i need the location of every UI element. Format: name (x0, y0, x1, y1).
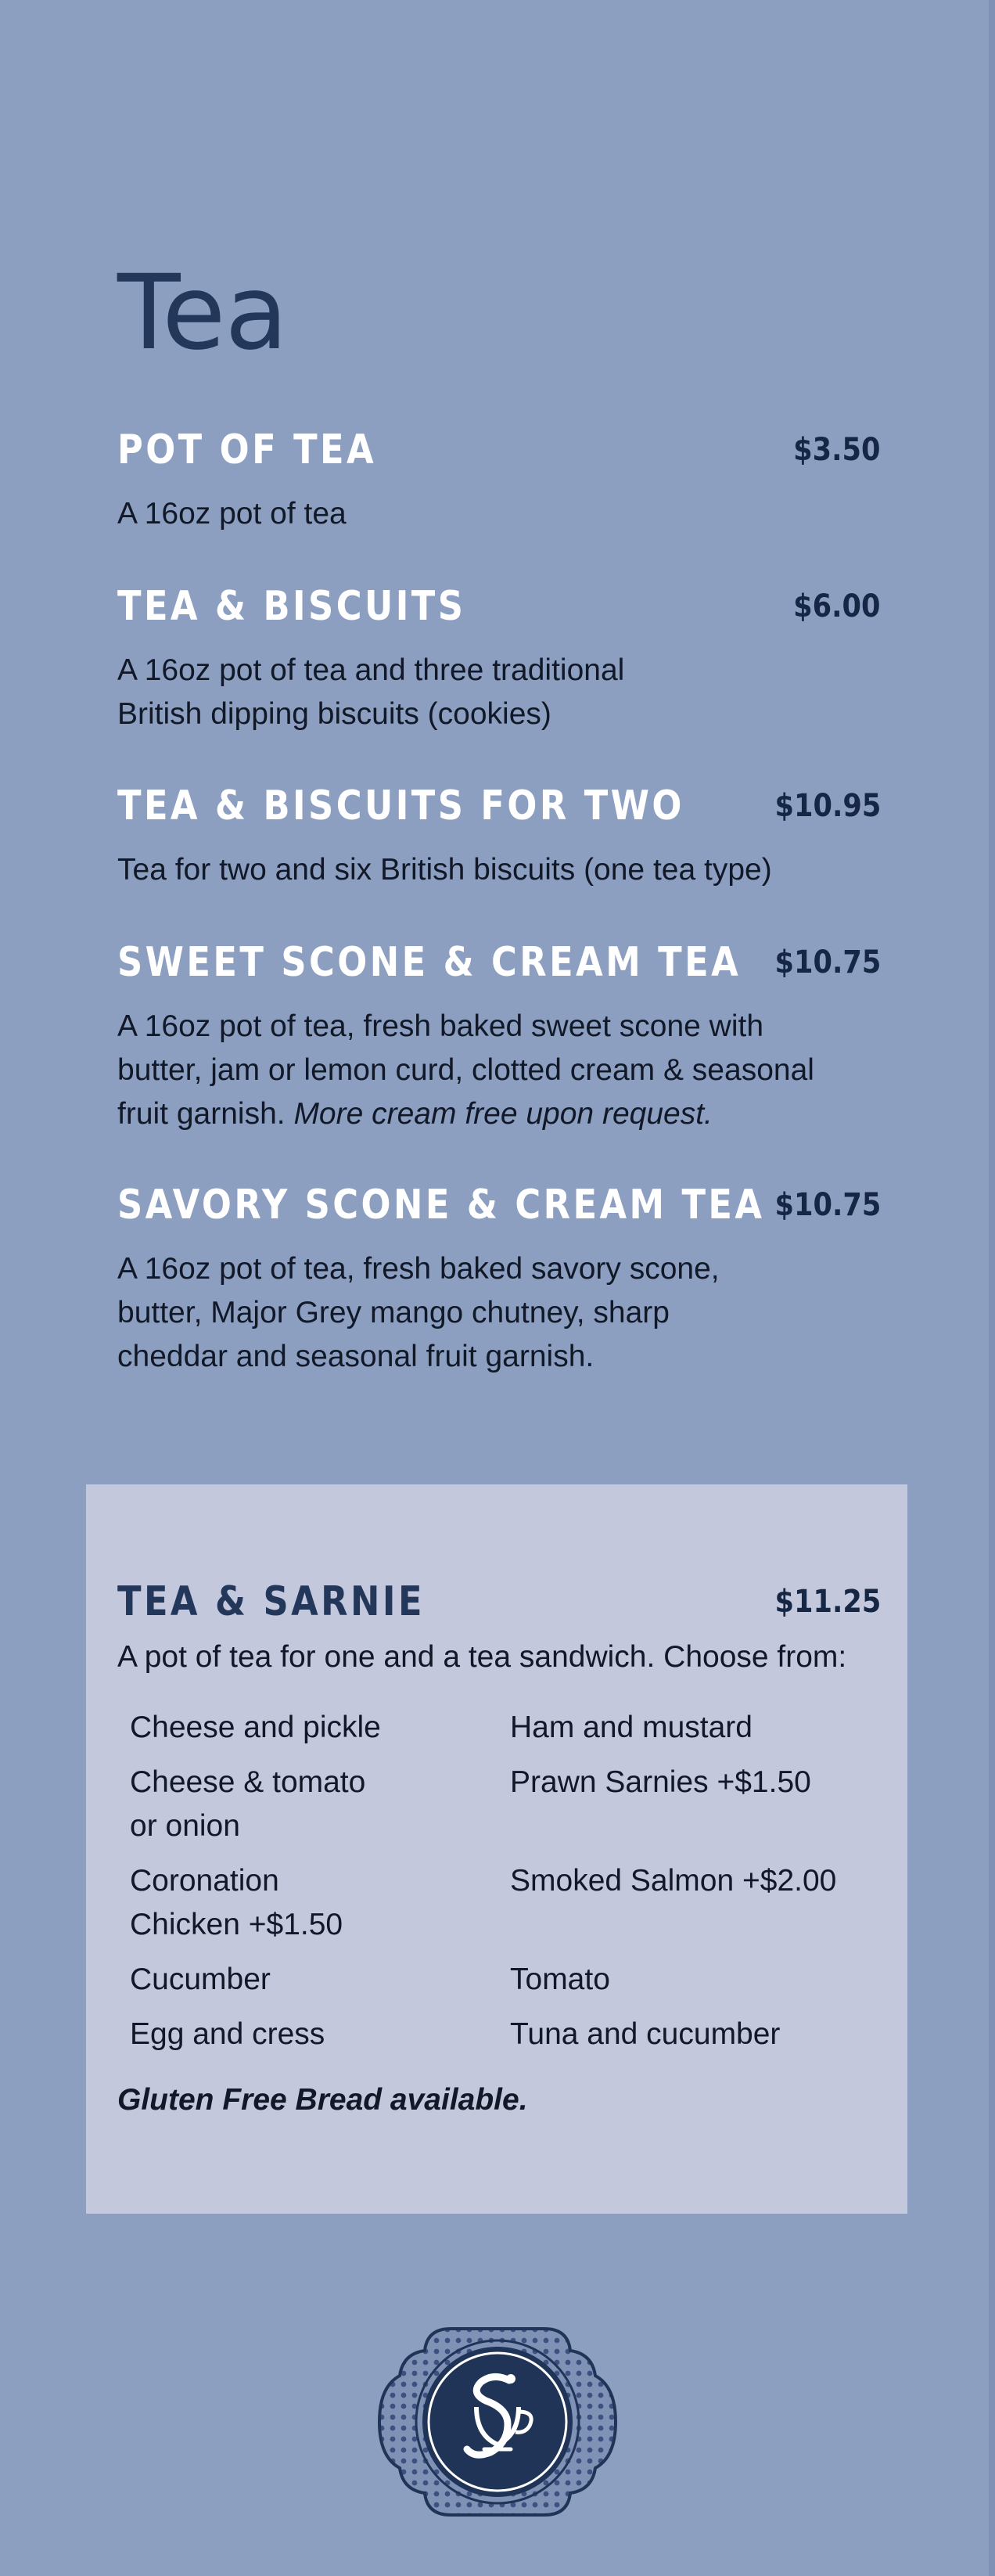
menu-item (117, 931, 881, 1136)
description-line: British dipping biscuits (cookies) (117, 697, 551, 731)
menu-item-description (117, 492, 881, 536)
menu-item-header (117, 775, 881, 837)
sandwich-option: Smoked Salmon +$2.00 (510, 1864, 837, 1898)
menu-item-name: TEA & BISCUITS FOR TWO (117, 783, 684, 829)
right-edge-stripe (989, 0, 995, 2576)
menu-item-description (117, 649, 881, 736)
sandwich-option: Coronation Chicken +$1.50 (130, 1864, 343, 1941)
sarnie-name: TEA & SARNIE (117, 1578, 425, 1625)
menu-item-price: $6.00 (793, 588, 881, 624)
menu-item-name: TEA & BISCUITS (117, 583, 466, 630)
sarnie-price: $11.25 (774, 1584, 881, 1620)
description-line: A 16oz pot of tea and three traditional (117, 653, 625, 687)
description-line: butter, Major Grey mango chutney, sharp (117, 1296, 670, 1329)
sandwich-option: Tomato (510, 1963, 610, 1996)
menu-item (117, 419, 881, 536)
teapot-logo (376, 2324, 619, 2520)
sandwich-option: Tuna and cucumber (510, 2017, 781, 2051)
tea-sarnie-box (86, 1484, 907, 2214)
sandwich-option: Ham and mustard (510, 1711, 753, 1744)
description-line: cheddar and seasonal fruit garnish. (117, 1340, 594, 1373)
sandwich-option: Cucumber (130, 1963, 271, 1996)
description-italic-note: More cream free upon request. (293, 1097, 713, 1131)
menu-item-price: $10.75 (774, 1187, 881, 1223)
sandwich-option: Prawn Sarnies +$1.50 (510, 1765, 811, 1799)
menu-item-description (117, 1005, 881, 1136)
description-line: A 16oz pot of tea, fresh baked savory scone, (117, 1252, 720, 1286)
sarnie-intro: A pot of tea for one and a tea sandwich. Choose from: (117, 1640, 847, 1674)
menu-item-header (117, 419, 881, 481)
menu-item-name: SAVORY SCONE & CREAM TEA (117, 1182, 765, 1229)
menu-item (117, 575, 881, 736)
menu-item-description (117, 1247, 881, 1379)
page-title: Tea (117, 253, 288, 373)
menu-item-description (117, 848, 881, 892)
sarnie-header (117, 1570, 881, 1633)
menu-item-price: $10.75 (774, 944, 881, 980)
description-line: Tea for two and six British biscuits (one tea type) (117, 853, 772, 887)
menu-item-name: POT OF TEA (117, 426, 377, 473)
menu-item (117, 1174, 881, 1379)
teapot-s-monogram-icon (376, 2324, 619, 2520)
sandwich-option: Cheese and pickle (130, 1711, 381, 1744)
menu-item-header (117, 575, 881, 638)
sandwich-option: Cheese & tomato or onion (130, 1765, 366, 1843)
menu-item-price: $10.95 (774, 788, 881, 824)
description-line: A 16oz pot of tea (117, 497, 347, 531)
sandwich-option: Egg and cress (130, 2017, 325, 2051)
menu-item-price: $3.50 (793, 432, 881, 468)
menu-item (117, 775, 881, 892)
description-line: fruit garnish. (117, 1097, 294, 1131)
description-line: A 16oz pot of tea, fresh baked sweet scone with (117, 1009, 764, 1043)
description-line: butter, jam or lemon curd, clotted cream & seasonal (117, 1053, 814, 1087)
gluten-free-note: Gluten Free Bread available. (117, 2083, 528, 2117)
menu-item-header (117, 1174, 881, 1236)
menu-item-header (117, 931, 881, 994)
menu-item-name: SWEET SCONE & CREAM TEA (117, 939, 742, 986)
